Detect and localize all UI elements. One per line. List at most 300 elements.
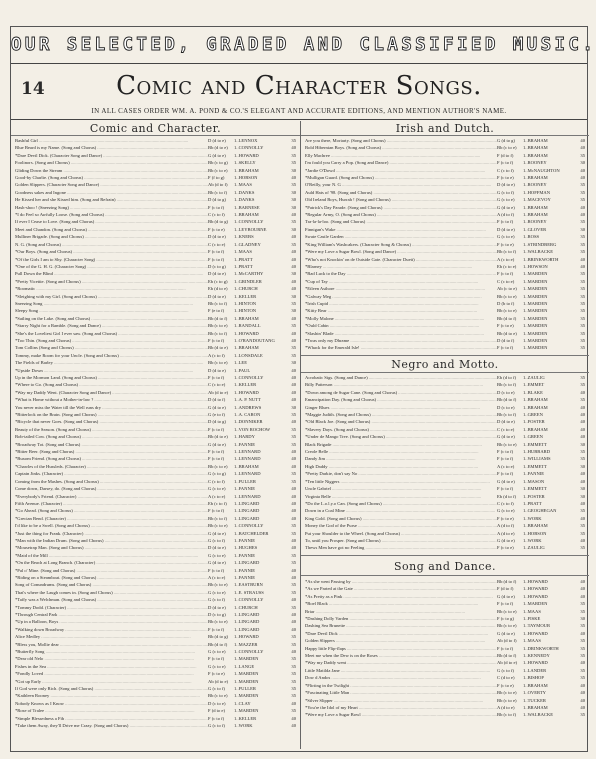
song-author: 1..DANKS [234,189,255,195]
song-price: 30 [291,293,296,299]
song-title: *Fascinating Little Man ..... [305,689,497,696]
song-row [15,233,296,240]
song-title: *Tommy Dodd. (Character) ..... [15,604,208,611]
song-price: 35 [291,604,296,610]
song-title: *Bless you, Mollie dear ..... [15,641,208,648]
song-row [15,211,296,218]
song-key: D (d to f) [208,397,226,403]
subtitle-rule [11,119,587,120]
song-key: F (c to f) [497,471,514,477]
song-row [305,659,585,666]
song-title: *Where to Go. (Song and Chorus) ..... [15,381,208,388]
song-key: G (c to e) [497,508,515,514]
song-key: Bb (d to e) [208,434,228,440]
song-price: 40 [291,626,296,632]
song-price: 35 [580,293,585,299]
song-key: G (d to e) [208,404,226,410]
song-author: 1..MARDEN [523,308,548,314]
song-author: 1..DONNIKER [234,419,263,425]
song-row [305,300,585,307]
song-row [305,256,585,263]
song-author: 1..KNEBS [234,234,254,240]
song-author: 1..CLAY [234,700,251,706]
song-row [15,685,296,692]
song-author: 1..KENNEDY [523,653,550,659]
song-title: Swate Castle Garden ..... [305,233,497,240]
song-list-comic [15,137,296,730]
song-title: *Galway Meg ..... [305,293,497,300]
song-key: G (c to e) [497,234,515,240]
song-row [15,241,296,248]
song-key: Ab (d to e) [497,660,518,666]
song-price: 30 [580,486,585,492]
song-key: G (d to e) [208,441,226,447]
song-row [305,478,585,485]
song-author: 1..BRINKWORTH [523,256,559,262]
song-price: 40 [291,397,296,403]
song-price: 40 [580,138,585,143]
song-price: 35 [580,234,585,240]
song-row [15,285,296,292]
song-row [305,704,585,711]
song-title: *Patrick's Day Parade. (Song and Chorus) ..... [305,204,497,211]
song-row [15,641,296,648]
song-title: *Everybody's Friend. (Character) ..... [15,493,208,500]
song-price: 40 [291,612,296,617]
song-author: 1..ROONEY [523,160,547,166]
song-key: Bb (c to e) [497,308,517,314]
song-author: 1..GREEN [523,434,543,440]
song-key: F (c to f) [208,204,225,210]
song-key: F (d to f) [497,586,514,592]
catalog-page [10,26,596,752]
song-author: 1..FOSTER [523,493,545,499]
song-key: Bb (c to e) [208,323,228,329]
song-title: *Way my Daddy Went. (Character Song and Dance) ..... [15,389,208,396]
song-key: Bb (c to e) [208,360,228,366]
song-price: 40 [291,249,296,255]
song-key: Bb (c to e) [208,619,228,625]
song-author: 1..FANNIE [234,552,256,558]
song-row [305,674,585,681]
song-list-irish [305,137,585,352]
song-row [15,174,296,181]
song-row [305,278,585,285]
song-price: 30 [291,226,296,232]
song-title: *Too Thin. (Song and Chorus) ..... [15,337,208,344]
song-price: 35 [580,608,585,614]
song-price: 40 [580,175,585,181]
song-row [15,137,296,144]
song-row [15,722,296,729]
song-price: 35 [291,582,296,588]
song-row [15,367,296,374]
song-price: 35 [291,634,296,640]
song-key: Bb (d to f) [208,641,228,647]
song-row [15,678,296,685]
song-author: 1..HUBBARD [523,449,551,455]
song-key: Bb (c to e) [497,697,517,703]
song-author: 1..McCARTHY [234,271,264,277]
song-row [305,441,585,448]
song-title: *Kitty Bear ..... [305,307,497,314]
song-author: 1..CHURCH [234,604,258,610]
song-author: 1..BRAHAM [523,138,548,143]
song-row [305,448,585,455]
song-row [305,344,585,351]
song-row [305,522,585,529]
song-author: 1..KELLER [234,293,257,299]
song-title: To, until you Prosper. (Song and Chorus) ..... [305,537,497,544]
song-title: *Way my Daddy went ..... [305,659,497,666]
song-price: 35 [291,300,296,306]
song-author: 1..FANNIE [234,574,256,580]
song-title: You never miss the Water till the Well runs dry ..... [15,404,208,411]
song-author: 1..WORK [523,515,542,521]
song-key: F (c to f) [497,645,514,651]
song-price: 40 [291,263,296,269]
song-author: 1..WALBACKE [523,249,554,255]
song-author: 1..LENNARD [234,471,261,477]
song-row [15,507,296,514]
song-price: 35 [291,152,296,158]
song-price: 35 [291,160,296,166]
song-title: Sneezing Song ..... [15,300,208,307]
song-price: 40 [291,145,296,151]
song-author: 1..CONNOLLY [234,649,264,655]
song-price: 35 [580,286,585,292]
song-key: D (d to e) [208,234,226,240]
song-row [15,515,296,522]
song-author: 1..MAAS [523,638,541,644]
song-author: 1..BRAHAM [523,152,548,158]
song-author: 1..GLADNEY [234,241,261,247]
song-author: 1..PRATT [234,256,253,262]
song-price: 35 [580,601,585,607]
song-key: F (c to f) [497,449,514,455]
page-title: Comic and Character Songs. [116,71,482,101]
song-title: *Down among de Sugar Cane. (Song and Chorus) ..... [305,389,497,396]
section-heading-comic: Comic and Character. [89,122,222,135]
song-key: Bb (c to e) [208,463,228,469]
song-row [305,389,585,396]
song-price: 30 [291,308,296,314]
song-title: Are you there, Moriarty. (Song and Chorus) ..... [305,137,497,144]
song-row [15,604,296,611]
song-key: D (d to e) [208,271,226,277]
song-row [305,530,585,537]
song-price: 35 [580,645,585,651]
song-key: G (d to e) [497,478,515,484]
song-title: *Twas only my Dhrame ..... [305,337,497,344]
song-key: D (d to e) [208,604,226,610]
song-author: 1..MARDEN [523,286,548,292]
song-title: Briar ..... [305,608,497,615]
song-title: Hash-shoo ! (Sneezing Song) ..... [15,204,208,211]
song-row [15,352,296,359]
song-title: Tra-la-la-loo. (Song and Chorus) ..... [305,218,497,225]
song-author: 1..LINGARD [234,619,260,625]
song-author: 1..RANDALL [234,323,261,329]
song-key: Bb (c to e) [208,693,228,699]
song-key: G (c to e) [208,486,226,492]
song-row [15,707,296,714]
song-author: 1..FULLER [234,478,256,484]
song-price: 40 [580,404,585,410]
song-author: 1..EMMETT [523,463,547,469]
song-key: C (c to f) [497,167,514,173]
song-key: F (c to e) [497,175,514,181]
song-key: Bb (c to f) [497,712,517,718]
song-author: 1..LINGARD [234,560,260,566]
song-title: Dow d Andos ..... [305,674,497,681]
song-key: D (d to g) [208,419,226,425]
song-author: 1..WORK [523,537,542,543]
song-key: Bb (c to f) [497,249,517,255]
song-title: *Maggie Judith. (Song and Chorus) ..... [305,411,497,418]
song-author: 1..ZAULIG [523,375,545,380]
song-author: 1..MAAS [234,182,252,188]
song-row [305,411,585,418]
section-rule [11,135,300,136]
song-key: Bb (d to f) [208,315,228,321]
song-key: G (d to e) [208,152,226,158]
song-key: F (c to f) [497,160,514,166]
song-price: 35 [580,219,585,225]
song-row [305,211,585,218]
song-row [15,633,296,640]
song-key: F (c to f) [208,567,225,573]
song-price: 40 [291,375,296,380]
song-row [305,248,585,255]
song-price: 35 [291,138,296,143]
song-author: 1..MARDEN [523,300,548,306]
song-price: 35 [580,197,585,203]
song-author: 1..GRINDLER [234,278,262,284]
song-author: 1..HOFFMAN [523,189,551,195]
song-key: A (d to f) [497,523,514,529]
song-row [305,152,585,159]
song-price: 35 [580,182,585,188]
song-author: 1..FOSTER [523,419,545,425]
song-row [305,711,585,718]
song-author: 1..STRINDBERG [523,241,557,247]
song-row [15,278,296,285]
song-author: 1..MAZZER [234,641,258,647]
song-title: I'd like to be a Swell. (Song and Chorus) ..... [15,522,208,529]
song-title: *Cup of Tay ..... [305,278,497,285]
song-author: 1..KELLER [234,382,257,388]
song-author: 1..SKELLY [234,160,256,166]
song-row [305,544,585,551]
song-price: 40 [291,619,296,625]
song-title: *Fondly Loved ..... [15,670,208,677]
song-key: Bb (d to g) [208,219,229,225]
song-row [15,159,296,166]
song-title: *Flirting in the Twilight ..... [305,682,497,689]
song-row [305,159,585,166]
song-price: 40 [580,500,585,506]
song-title: Emancipation Day. (Song and Chorus) ..... [305,396,497,403]
song-price: 40 [291,234,296,240]
song-key: F (c to f) [208,626,225,632]
song-title: *Regular Army, O. (Song and Chorus) ..... [305,211,497,218]
song-title: *Dashing Dolly Varden ..... [305,615,497,622]
song-row [15,411,296,418]
song-price: 40 [291,382,296,388]
song-price: 35 [580,397,585,403]
song-key: Bb (d to e) [208,145,228,151]
song-author: 1..DRINKWORTH [523,645,559,651]
song-author: 1..MARDEN [234,671,259,677]
song-row [15,441,296,448]
song-key: G (d to e) [497,204,515,210]
song-price: 40 [291,419,296,425]
page-number: 14 [21,79,45,99]
song-key: Ab (d to e) [208,389,229,395]
song-price: 40 [580,515,585,521]
song-title: Up in the Mormon Land. (Song and Chorus) ..... [15,374,208,381]
song-price: 40 [291,212,296,218]
song-key: Eb (d to e) [208,286,228,292]
song-key: F (c to f) [208,449,225,455]
song-row [305,585,585,592]
song-key: G (c to f) [208,686,225,692]
song-row [15,315,296,322]
song-key: D (d to e) [208,138,226,143]
song-author: 1..FANNIE [234,486,256,492]
song-price: 35 [291,589,296,595]
song-price: 40 [291,449,296,455]
song-author: 1..MARDEN [234,678,259,684]
song-author: 1..FISKE [523,616,541,622]
song-row [15,189,296,196]
song-key: Bb (c to f) [208,300,228,306]
song-title: *Rose of Tralee ..... [15,707,208,714]
song-price: 40 [580,426,585,432]
song-key: G (c to f) [208,537,225,543]
song-title: Dandy Jim ..... [305,455,497,462]
song-price: 35 [291,552,296,558]
song-author: 1..HOWSON [523,263,548,269]
song-price: 35 [580,249,585,255]
song-row [15,226,296,233]
banner-rule [11,63,587,64]
song-key: D (c to e) [208,700,226,706]
song-author: 1..LENNARD [234,456,261,462]
song-row [305,667,585,674]
song-row [305,645,585,652]
song-title: *Sleighing with my Girl. (Song and Chorus) ..... [15,293,208,300]
song-title: *Jardie O'Dowd ..... [305,167,497,174]
song-row [305,307,585,314]
song-author: 1..FANNIE [234,441,256,447]
song-title: *Up in a Balloon, Boys ..... [15,618,208,625]
song-price: 35 [291,241,296,247]
section-rule [301,555,589,556]
song-author: 1..OVERTY [523,690,546,696]
song-title: Elly Machree ..... [305,152,497,159]
song-title: *Eileen Asthore ..... [305,285,497,292]
song-title: Good-by Charlie. (Song and Chorus) ..... [15,174,208,181]
song-author: 1..FANNIE [523,471,545,477]
song-row [305,167,585,174]
song-price: 35 [580,189,585,195]
section-heading-negro: Negro and Motto. [391,358,499,371]
song-row [15,559,296,566]
song-key: A (c to f) [208,352,225,358]
song-key: A (d to e) [497,530,515,536]
song-title: *Whack for the Emerald Isle! ..... [305,344,497,351]
song-price: 35 [580,330,585,336]
song-price: 30 [580,493,585,499]
song-title: *You're the Idol of my Heart ..... [305,704,497,711]
song-price: 40 [580,389,585,395]
song-price: 35 [580,278,585,284]
song-row [15,574,296,581]
song-price: 40 [291,508,296,514]
song-row [305,189,585,196]
song-row [305,233,585,240]
song-price: 40 [291,500,296,506]
song-key: Eb (c to g) [208,278,228,284]
song-title: High Daddy ..... [305,463,497,470]
song-author: 1..LINGARD [234,612,260,617]
song-price: 35 [580,375,585,380]
song-row [15,478,296,485]
song-title: Coming from the Mashes. (Song and Chorus) ..... [15,478,208,485]
song-author: 1..BLAKE [523,389,543,395]
song-title: *Do the L.o.l.y.o Can. (Song and Chorus) ..... [305,500,497,507]
song-key: F (c to e) [497,545,514,551]
song-key: Eb (d to f) [497,375,517,380]
song-price: 30 [291,404,296,410]
song-author: 1..HARDY [234,434,255,440]
song-author: 1..BRAHAM [523,212,548,218]
song-key: G (d to g) [497,138,515,143]
song-title: *Were my Love a Sugar Bowl. (Song and Dance) ..... [305,248,497,255]
song-title: *Chawles of the Hussleds. (Character) ..... [15,463,208,470]
song-author: 1..LANDER [523,667,547,673]
song-key: F (c to f) [497,345,514,351]
song-row [305,578,585,585]
song-price: 35 [291,471,296,477]
song-author: 1..PRATT [234,263,253,269]
song-price: 40 [291,574,296,580]
song-key: F (c to f) [208,715,225,721]
section-rule [301,575,589,576]
song-author: 1..CONNOLLY [234,597,264,603]
song-price: 35 [291,345,296,351]
song-price: 40 [291,537,296,543]
song-key: F (c to e) [497,682,514,688]
song-price: 40 [580,660,585,666]
song-title: *Maid of the Mill ..... [15,552,208,559]
song-row [305,137,585,144]
song-key: A (d to f) [497,212,514,218]
song-key: C (c to e) [497,426,515,432]
song-price: 35 [291,352,296,358]
song-row [305,381,585,388]
song-row [15,493,296,500]
song-price: 30 [580,616,585,622]
song-key: G (c to e) [497,197,515,203]
song-key: F (c to g) [497,616,514,622]
song-title: Nobody Knows as I Know ..... [15,700,208,707]
song-key: F (d to f) [497,152,514,158]
song-author: 1..LINGARD [234,500,260,506]
song-key: F (c to f) [497,601,514,607]
